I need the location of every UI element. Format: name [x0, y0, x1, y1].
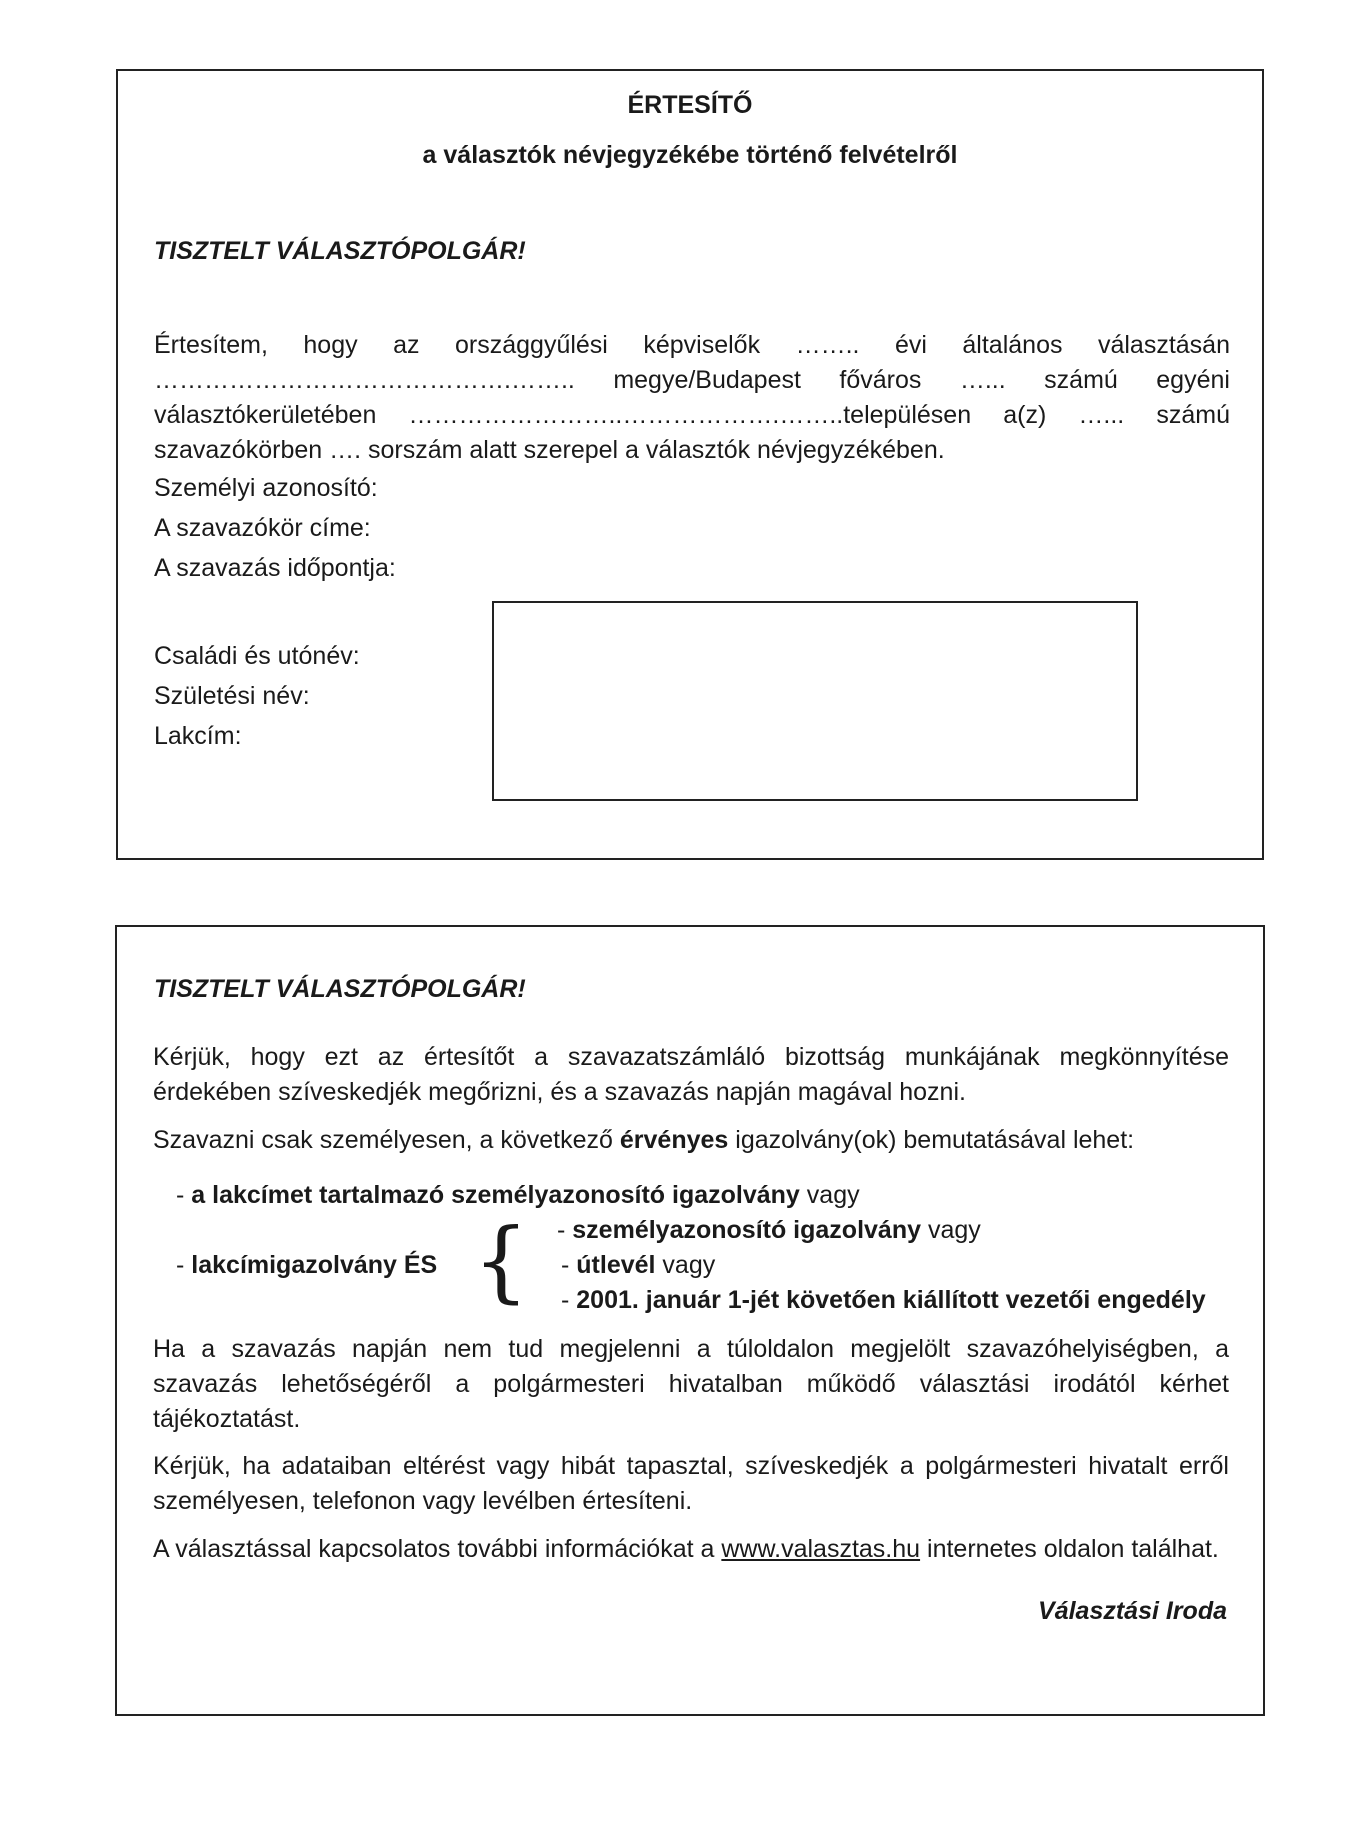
body-line-1: Értesítem, hogy az országgyűlési képviselők …….. évi általános választásán	[154, 331, 1230, 359]
website-link[interactable]: www.valasztas.hu	[721, 1535, 921, 1563]
card-title: ÉRTESÍTŐ	[627, 91, 753, 119]
document-option-1: - a lakcímet tartalmazó személyazonosító igazolvány vagy	[176, 1181, 860, 1209]
paragraph-data-errors: Kérjük, ha adataiban eltérést vagy hibát tapasztal, szíveskedjék a polgármesteri hivatalt erről személyesen, telefonon vagy levélben értesíteni.	[153, 1452, 1229, 1515]
document-option-2: - lakcímigazolvány ÉS	[176, 1251, 438, 1279]
birth-name-label: Születési név:	[154, 682, 310, 710]
card-subtitle: a választók névjegyzékébe történő felvételről	[422, 141, 958, 169]
polling-station-address-label: A szavazókör címe:	[154, 514, 371, 542]
greeting: TISZTELT VÁLASZTÓPOLGÁR!	[154, 237, 526, 265]
body-line-4: szavazókörben …. sorszám alatt szerepel a választók névjegyzékében.	[154, 436, 945, 464]
notification-card-front	[116, 69, 1264, 860]
document-suboption-1: - személyazonosító igazolvány vagy	[557, 1216, 981, 1244]
election-date-label: A szavazás időpontja:	[154, 554, 396, 582]
greeting: TISZTELT VÁLASZTÓPOLGÁR!	[154, 975, 526, 1003]
document-suboption-3: - 2001. január 1-jét követően kiállított vezetői engedély	[561, 1286, 1206, 1314]
body-line-3: választókerületében ……………………..……………….……..településen a(z) …... számú	[154, 401, 1230, 429]
document-suboption-2: - útlevél vagy	[561, 1251, 716, 1279]
address-window-box	[492, 601, 1138, 801]
address-label: Lakcím:	[154, 722, 242, 750]
body-line-2: …………………………………….…….. megye/Budapest főváros …... számú egyéni	[154, 366, 1230, 394]
paragraph-valid-documents: Szavazni csak személyesen, a következő érvényes igazolvány(ok) bemutatásával lehet:	[153, 1126, 1135, 1154]
signature: Választási Iroda	[1038, 1597, 1227, 1625]
paragraph-absence: Ha a szavazás napján nem tud megjelenni a túloldalon megjelölt szavazóhelyiségben, a szavazás lehetőségéről a polgármesteri hivatalban működő választási irodától kérhet tájékoztatást.	[153, 1335, 1229, 1433]
paragraph-keep-notice: Kérjük, hogy ezt az értesítőt a szavazatszámláló bizottság munkájának megkönnyítése érdekében szíveskedjék megőrizni, és a szavazás napján magával hozni.	[153, 1043, 1229, 1106]
paragraph-more-info: A választással kapcsolatos további információkat a www.valasztas.hu internetes oldalon találhat.	[153, 1535, 1219, 1563]
personal-id-label: Személyi azonosító:	[154, 474, 378, 502]
notification-card-back	[115, 925, 1265, 1716]
full-name-label: Családi és utónév:	[154, 642, 360, 670]
brace-symbol: {	[473, 1209, 529, 1312]
